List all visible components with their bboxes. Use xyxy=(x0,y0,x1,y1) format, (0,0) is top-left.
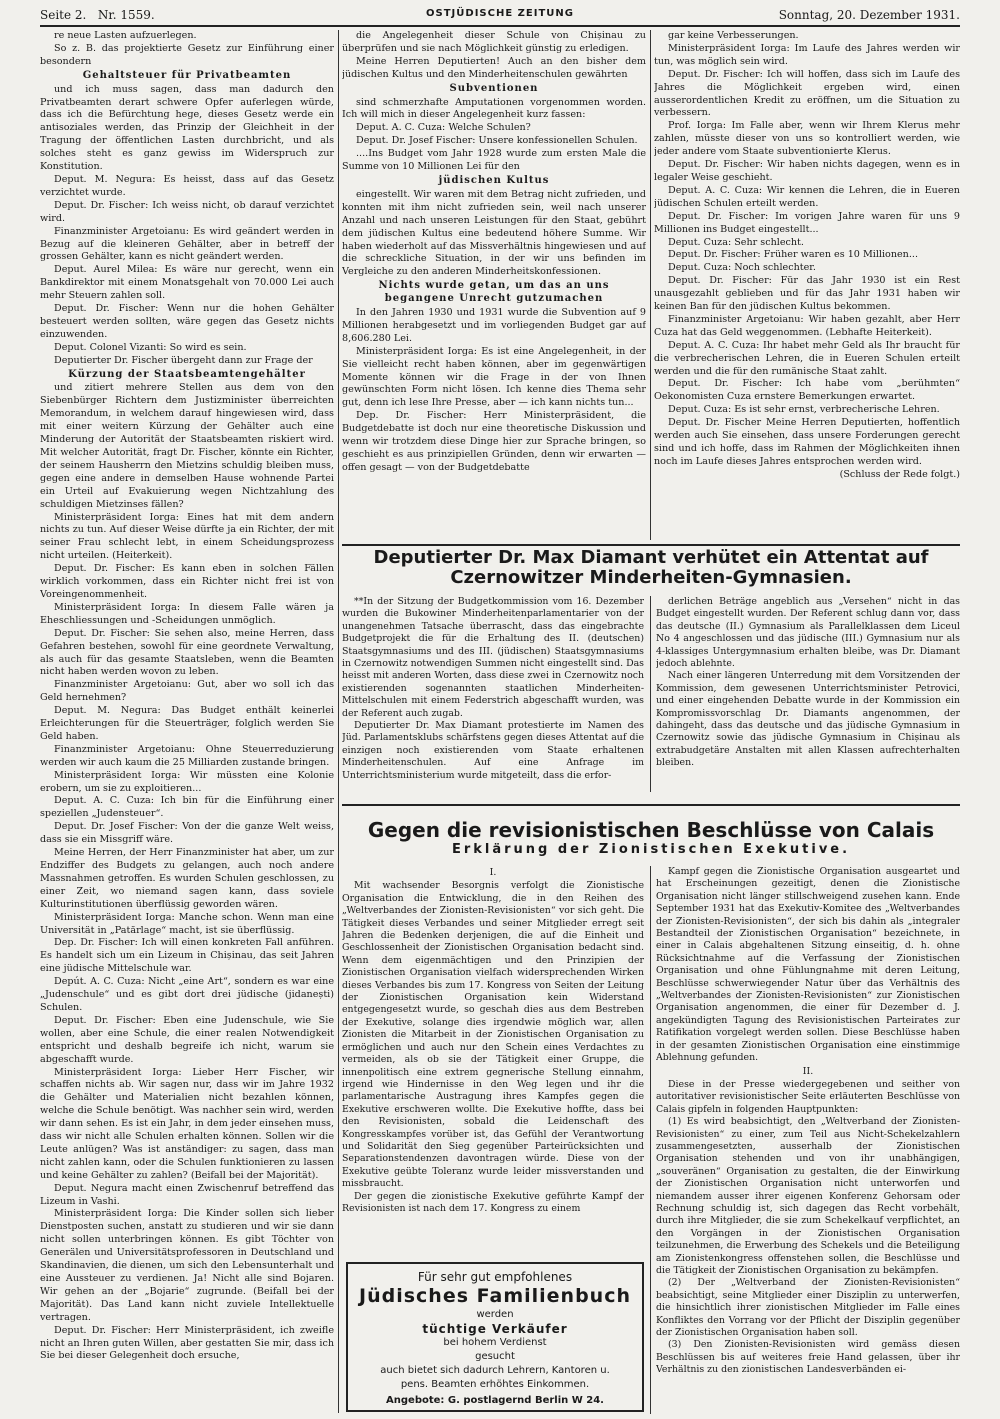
column-divider xyxy=(650,30,651,540)
paragraph: Deput. Cuza: Es ist sehr ernst, verbrecherische Lehren. xyxy=(668,404,940,416)
paragraph: Ministerpräsident Iorga: Wir müssten eine Kolonie erobern, um sie zu exploitieren... xyxy=(40,769,334,794)
paragraph: Deput. M. Negura: Das Budget enthält keinerlei Erleichterungen für die Steuerträger, folglich werden Sie Geld haben. xyxy=(40,705,334,742)
section-rule xyxy=(342,804,960,806)
paragraph: Deput. Dr. Fischer: Für das Jahr 1930 ist ein Rest unausgezahlt geblieben und für das Jahr 1931 haben wir keinen Ban für den jüdischen Kultus bekommen. xyxy=(654,275,960,313)
page-header xyxy=(40,4,960,24)
article-headline-diamant: Deputierter Dr. Max Diamant verhütet ein Attentat auf Czernowitzer Minderheiten-Gymnasien. xyxy=(373,547,929,588)
subheading: Gehaltsteuer für Privatbeamten xyxy=(82,69,292,81)
article-calais-right xyxy=(656,866,960,1414)
paragraph: Deput. Dr. Fischer: Es kann eben in solchen Fällen wirklich vorkommen, dass ein Richter nicht frei ist von Voreingenommenheit. xyxy=(40,563,334,600)
paragraph: und zitiert mehrere Stellen aus dem von den Siebenbürger Richtern dem Justizminister überreichten Memorandum, in welchem darauf hingewiesen wird, dass mit einer weitern Kürzung der Gehälter auch eine Minderung der Autorität der Staatsbeamten riskiert wird. Mit welcher Autorität, fragt Dr. Fischer, könnte ein Richter, der seinem Hausherrn den Mietzins schuldig bleiben muss, gegen eine andere in demselben Hause wohnende Partei ein Urteil auf Evakuierung wegen Nichtzahlung des schuldigen Mietzinses fällen? xyxy=(40,382,334,510)
article-calais-left xyxy=(342,866,644,1250)
paragraph: Finanzminister Argetoianu: Gut, aber wo soll ich das Geld hernehmen? xyxy=(40,679,334,704)
paragraph: Deput. Dr. Fischer: Sie sehen also, meine Herren, dass Gefahren bestehen, sowohl für eine geordnete Verwaltung, als auch für das gesamte Staatsleben, wenn die Beamten nicht haben werden wovon zu leben. xyxy=(40,627,334,678)
paragraph: Dep. Dr. Fischer: Ich will einen konkreten Fall anführen. Es handelt sich um ein Lizeum in Chișinau, das seit Jahren eine jüdische Mittelschule war. xyxy=(40,937,334,975)
paragraph: Deput. Dr. Fischer: Herr Ministerpräsident, ich zweifle nicht an Ihren guten Willen, aber gestatten Sie mir, dass ich Sie bei dieser Gelegenheit doch ersuche, xyxy=(40,1324,334,1362)
section-numeral: I. xyxy=(489,867,497,878)
paragraph: So z. B. das projektierte Gesetz zur Einführung einer besondern xyxy=(40,42,334,67)
paragraph: Deput. Dr. Josef Fischer: Unsere konfessionellen Schulen. xyxy=(356,135,638,147)
paragraph: Deput. Cuza: Noch schlechter. xyxy=(668,262,816,274)
ad-line: auch bietet sich dadurch Lehrern, Kantoren u. xyxy=(380,1365,610,1376)
paragraph: Deputierter Dr. Max Diamant protestierte im Namen des Jüd. Parlamentsklubs schärfstens gegen dieses Attentat auf die einzigen noch existierenden vom Staate erhaltenen Minderheitenschulen. Auf eine Anfrage im Unterrichtsministerium wurde mitgeteilt, dass die erfor- xyxy=(342,720,644,781)
paragraph: Meine Herren, der Herr Finanzminister hat aber, um zur Endziffer des Budgets zu gelangen, auch noch andere Massnahmen getroffen. Es wurden Schulen geschlossen, zu einer Zeit, wo niemand sagen kann, dass soviele Kulturinstitutionen überflüssig geworden wären. xyxy=(40,847,334,910)
continuation-note: (Schluss der Rede folgt.) xyxy=(839,468,960,480)
paragraph: Deput. A. C. Cuza: Ihr habet mehr Geld als Ihr braucht für die verbrecherischen Lehren, die in Eueren Schulen erteilt werden und die für den rumänische Staat zahlt. xyxy=(654,339,960,377)
paragraph: ....Ins Budget vom Jahr 1928 wurde zum ersten Male die Summe von 10 Millionen Lei für den xyxy=(342,148,646,173)
paragraph: Ministerpräsident Iorga: Die Kinder sollen sich lieber Dienstposten suchen, anstatt zu studieren und wir sie dann nicht sollen unterbringen können. Es gibt Töchter von Generälen und Universitätsprofessoren in Deutschland und Skandinavien, die dienen, um sich den Lebensunterhalt und eine Aussteuer zu verdienen. Ja! Nicht alle sind Bojaren. Wir gehen an der „Bojarie“ zugrunde. (Beifall bei der Majorität). Das Land kann nicht zuviele Intellektuelle vertragen. xyxy=(40,1208,334,1323)
paragraph: In den Jahren 1930 und 1931 wurde die Subvention auf 9 Millionen herabgesetzt und im vorliegenden Budget gar auf 8,606.280 Lei. xyxy=(342,307,646,344)
paragraph: Prof. Iorga: Im Falle aber, wenn wir Ihrem Klerus mehr zahlen, müsste dieser von uns so kontrolliert werden, wie jeder andere vom Staate subventionierte Klerus. xyxy=(654,120,960,158)
paragraph: sind schmerzhafte Amputationen vorgenommen worden. Ich will mich in dieser Angelegenheit kurz fassen: xyxy=(342,96,646,121)
subheading: jüdischen Kultus xyxy=(438,174,550,186)
paragraph: gar keine Verbesserungen. xyxy=(668,30,799,41)
subheading: Subventionen xyxy=(449,82,539,94)
paragraph: Deput. A. C. Cuza: Welche Schulen? xyxy=(356,122,531,134)
paragraph: Deput. Negura macht einen Zwischenruf betreffend das Lizeum in Vashi. xyxy=(40,1182,334,1207)
paragraph: Deput. Dr. Fischer: Wenn nur die hohen Gehälter besteuert werden sollten, wäre gegen das Gesetz nichts einzuwenden. xyxy=(40,303,334,340)
paragraph: Ministerpräsident Iorga: Im Laufe des Jahres werden wir tun, was möglich sein wird. xyxy=(654,42,960,67)
article-diamant-left xyxy=(342,596,644,792)
paragraph: die Angelegenheit dieser Schule von Chișinau zu überprüfen und sie nach Möglichkeit günstig zu erledigen. xyxy=(342,30,646,54)
advertisement-familienbuch xyxy=(346,1262,644,1412)
page-number: Seite 2. Nr. 1559. xyxy=(40,8,155,22)
ad-line: Für sehr gut empfohlenes xyxy=(417,1270,573,1284)
paragraph: Deput. Dr. Fischer: Früher waren es 10 Millionen... xyxy=(668,249,919,261)
column-divider xyxy=(338,30,339,1413)
paragraph: Ministerpräsident Iorga: Manche schon. Wenn man eine Universität in „Patărlage“ macht, ist sie überflüssig. xyxy=(40,911,334,936)
ad-contact: Angebote: G. postlagernd Berlin W 24. xyxy=(386,1395,604,1406)
paragraph: Deput. Cuza: Sehr schlecht. xyxy=(668,236,804,248)
article-headline-calais: Gegen die revisionistischen Beschlüsse von Calais xyxy=(367,818,935,842)
paragraph: und ich muss sagen, dass man dadurch den Privatbeamten derart schwere Opfer auferlegen würde, dass ich die Befürchtung hege, dieses Gesetz werde ein antisoziales werden, das Prinzip der Gleichheit in der Tragung der öffentlichen Lasten durchbricht, und als solches steht es ganz gewiss im Widerspruch zur Konstitution. xyxy=(40,83,334,173)
paragraph: Finanzminister Argetoianu: Es wird geändert werden in Bezug auf die kleineren Gehälter, aber in betreff der grossen Gehälter, kann es nicht geändert werden. xyxy=(40,225,334,263)
article-diamant-right xyxy=(656,596,960,792)
subheading: Nichts wurde getan, um das an uns begangene Unrecht gutzumachen xyxy=(378,280,610,305)
paragraph: (1) Es wird beabsichtigt, den „Weltverband der Zionisten-Revisionisten“ zu einer, zum Teil aus Nicht-Schekelzahlern zusammengesetzten, ausserhalb der Zionistischen Organisation stehenden und von ihr unabhängigen, „souveränen“ Organisation zu gestalten, die der Einwirkung der Zionistischen Organisation nicht unterworfen und niemandem ausser ihrer eigenen Konferenz Gehorsam oder Rechnung schuldig ist, sich dagegen das Recht vorbehält, durch ihre Mitglieder, die sie zum Schekelkauf verpflichtet, an den Vorgängen in der Zionistischen Organisation teilzunehmen, die Erwerbung des Schekels und die Beteiligung am Zionistenkongress offenstehen sollen, die Beschlüsse und die Tätigkeit der Zionistischen Organisation zu bekämpfen. xyxy=(656,1116,960,1276)
paragraph: Deput. Dr. Fischer: Ich will hoffen, dass sich im Laufe des Jahres die Möglichkeit ergeben wird, einen ausserordentlichen Kredit zu eröffnen, um die Situation zu verbessern. xyxy=(654,68,960,119)
column-2 xyxy=(342,30,646,530)
paragraph: Deput. Dr. Fischer: Ich weiss nicht, ob darauf verzichtet wird. xyxy=(40,199,334,224)
paragraph: Deputierter Dr. Fischer übergeht dann zur Frage der xyxy=(54,354,313,366)
paragraph: Deput. Dr. Fischer: Eben eine Judenschule, wie Sie wollen, aber eine Schule, die einer realen Notwendigkeit entspricht und deshalb begreife ich nicht, warum sie abgeschafft wurde. xyxy=(40,1014,334,1065)
paragraph: Deput. Dr. Fischer: Ich habe vom „berühmten“ Oekonomisten Cuza ernstere Bemerkungen erwartet. xyxy=(654,378,960,403)
paragraph: Ministerpräsident Iorga: Lieber Herr Fischer, wir schaffen nichts ab. Wir sagen nur, dass wir im Jahre 1932 die Gehälter und Materialien nicht bezahlen können, welche die Schule benötigt. Was nachher sein wird, werden wir dann sehen. Es ist ein Jahr, in dem jeder einsehen muss, dass wir nicht alle Schulen erhalten können. Sollen wir die Leute anlügen? Was ist anständiger: zu sagen, dass man nicht zahlen kann, oder die Schulen funktionieren zu lassen und keine Gehälter zu zahlen? (Beifall bei der Majorität). xyxy=(40,1066,334,1181)
paragraph: Deput. A. C. Cuza: Wir kennen die Lehren, die in Eueren jüdischen Schulen erteilt werden. xyxy=(654,184,960,209)
section-rule xyxy=(342,544,960,546)
paragraph: Kampf gegen die Zionistische Organisation ausgeartet und hat Erscheinungen gezeitigt, denen die Zionistische Organisation nicht länger stillschweigend zusehen kann. Ende September 1931 hat das Exekutiv-Komitee des „Weltverbandes der Zionisten-Revisionisten“, der sich bis dahin als „integraler Bestandteil der Zionistischen Organisation“ bezeichnete, in einer in Calais abgehaltenen Sitzung einseitig, d. h. ohne Rücksichtnahme auf die Verfassung der Zionistischen Organisation und ohne Fühlungnahme mit deren Leitung, Beschlüsse schwerwiegender Natur über das Verhältnis des „Weltverbandes der Zionisten-Revisionisten“ zur Zionistischen Organisation angenommen, die einer für Dezember d. J. angekündigten Tagung des Revisionistischen Parteirates zur Ratifikation vorgelegt werden sollen. Diese Beschlüsse haben in der gesamten Zionistischen Organisation eine einstimmige Ablehnung gefunden. xyxy=(656,866,960,1064)
paragraph: Ministerpräsident Iorga: Eines hat mit dem andern nichts zu tun. Auf dieser Weise dürfte ja ein Richter, der mit seiner Frau schlecht lebt, in einem Scheidungsprozess nicht urteilen. (Heiterkeit). xyxy=(40,511,334,562)
paragraph: Ministerpräsident Iorga: In diesem Falle wären ja Eheschliessungen und -Scheidungen unmöglich. xyxy=(40,601,334,626)
paragraph: (3) Den Zionisten-Revisionisten wird gemäss diesen Beschlüssen bis auf weiteres freie Hand gelassen, über ihr Verhältnis zu den zionistischen Landesverbänden ei- xyxy=(656,1339,960,1376)
paragraph: Deput. M. Negura: Es heisst, dass auf das Gesetz verzichtet wurde. xyxy=(40,173,334,198)
column-3 xyxy=(654,30,960,545)
issue-date: Sonntag, 20. Dezember 1931. xyxy=(778,8,960,22)
ad-line: werden xyxy=(476,1309,514,1320)
article-subhead-calais: Erklärung der Zionistischen Exekutive. xyxy=(451,842,851,857)
paragraph: Deput. Dr. Fischer: Wir haben nichts dagegen, wenn es in legaler Weise geschieht. xyxy=(654,159,960,183)
paragraph: Finanzminister Argetoianu: Wir haben gezahlt, aber Herr Cuza hat das Geld weggenommen. (Lebhafte Heiterkeit). xyxy=(654,313,960,338)
paragraph: Dep. Dr. Fischer: Herr Ministerpräsident, die Budgetdebatte ist doch nur eine theoretische Diskussion und wenn wir trotzdem diese Dinge hier zur Sprache bringen, so geschieht es aus prinzipiellen Gründen, denn wir erwarten — offen gesagt — von der Budgetdebatte xyxy=(342,410,646,473)
column-1 xyxy=(40,30,334,1413)
paragraph: Deput. Dr. Fischer: Im vorigen Jahre waren für uns 9 Millionen ins Budget eingestellt... xyxy=(654,210,960,235)
paragraph: Diese in der Presse wiedergegebenen und seither von autoritativer revisionistischer Seite erläuterten Beschlüsse von Calais gipfeln in folgenden Hauptpunkten: xyxy=(656,1078,960,1115)
paragraph: Deput. A. C. Cuza: Ich bin für die Einführung einer speziellen „Judensteuer“. xyxy=(40,795,334,820)
masthead: OSTJÜDISCHE ZEITUNG xyxy=(426,8,574,19)
paragraph: **In der Sitzung der Budgetkommission vom 16. Dezember wurden die Bukowiner Minderheitenparlamentarier von der unangenehmen Tatsache überrascht, dass das eingebrachte Budgetprojekt die für die Erhaltung des II. (deutschen) Staatsgymnasiums und des III. (jüdischen) Staatsgymnasiums in Czernowitz notwendigen Summen nicht eingestellt sind. Das heisst mit anderen Worten, dass diese zwei in Czernowitz noch existierenden sogenannten staatlichen Minderheiten-Mittelschulen mit einem Federstrich abgeschafft wurden, was der Referent auch zugab. xyxy=(342,596,644,719)
paragraph: Deput. Dr. Josef Fischer: Von der die ganze Welt weiss, dass sie ein Missgriff wäre. xyxy=(40,821,334,846)
paragraph: Deput. Colonel Vizanti: So wird es sein. xyxy=(54,341,247,353)
paragraph: Depút. A. C. Cuza: Nicht „eine Art“, sondern es war eine „Judenschule“ und es gibt dort drei jüdische (jidanești) Schulen. xyxy=(40,976,334,1013)
paragraph: Meine Herren Deputierten! Auch an den bisher dem jüdischen Kultus und den Minderheitenschulen gewährten xyxy=(342,55,646,80)
paragraph: derlichen Beträge angeblich aus „Versehen“ nicht in das Budget eingestellt wurden. Der Referent schlug dann vor, dass das deutsche (II.) Gymnasium als Parallelklassen dem Liceul No 4 angeschlossen und das jüdische (III.) Gymnasium nur als 4-klassiges Untergymnasium erhalten bleibe, was Dr. Diamant jedoch ablehnte. xyxy=(656,596,960,670)
ad-line: tüchtige Verkäufer xyxy=(422,1322,568,1336)
subheading: Kürzung der Staatsbeamtengehälter xyxy=(68,368,306,380)
paragraph: Finanzminister Argetoianu: Ohne Steuerreduzierung werden wir auch kaum die 25 Milliarden zustande bringen. xyxy=(40,743,334,768)
paragraph: Der gegen die zionistische Exekutive geführte Kampf der Revisionisten ist nach dem 17. Kongress zu einem xyxy=(342,1190,644,1214)
paragraph: eingestellt. Wir waren mit dem Betrag nicht zufrieden, und konnten mit ihm nicht zufrieden sein, weil nach unserer Anzahl und nach unseren Leistungen für den Staat, gebührt dem jüdischen Kultus eine bedeutend höhere Summe. Wir haben wiederholt auf das Missverhältnis hingewiesen und auf die schreckliche Situation, in der wir uns befinden im Vergleiche zu den anderen Minderheitskonfessionen. xyxy=(342,188,646,278)
ad-line: bei hohem Verdienst xyxy=(443,1337,547,1348)
ad-title: Jüdisches Familienbuch xyxy=(359,1285,631,1307)
paragraph: re neue Lasten aufzuerlegen. xyxy=(54,30,197,41)
paragraph: Deput. Aurel Milea: Es wäre nur gerecht, wenn ein Bankdirektor mit einem Monatsgehalt von 70.000 Lei auch mehr Steuern zahlen soll. xyxy=(40,264,334,302)
paragraph: Deput. Dr. Fischer Meine Herren Deputierten, hoffentlich werden auch Sie einsehen, dass unsere Forderungen gerecht sind und ich hoffe, dass im Rahmen der Möglichkeiten ihnen noch im Laufe dieses Jahres entsprochen werden wird. xyxy=(654,417,960,467)
ad-line: gesucht xyxy=(475,1351,515,1362)
paragraph: Mit wachsender Besorgnis verfolgt die Zionistische Organisation die Entwicklung, die in den Reihen des „Weltverbandes der Zionisten-Revisionisten“ vor sich geht. Die Tätigkeit dieses Verbandes und seiner Mitglieder erregt seit Jahren die Bedenken derjenigen, die auf die Einheit und Geschlossenheit der Zionistischen Organisation bedacht sind. Wenn dem eigenmächtigen und den Prinzipien der Zionistischen Organisation vielfach widersprechenden Wirken dieses Verbandes bis zum 17. Kongress von Seiten der Leitung der Zionistischen Organisation kein Widerstand entgegengesetzt wurde, so geschah dies aus dem Bestreben der Exekutive, solange dies irgendwie möglich war, allen Zionisten die Mitarbeit in der Zionistischen Organisation zu ermöglichen und auch nur den Schein eines Verdachtes zu vermeiden, als ob sie der Tätigkeit einer Gruppe, die innenpolitisch eine extrem gegnerische Stellung einnahm, irgend wie Hindernisse in den Weg legen und ihr die parlamentarische Austragung ihres Kampfes gegen die Exekutive erschweren wollte. Die Exekutive hoffte, dass bei den Revisionisten, sobald die Leidenschaft des Kongresskampfes vorüber ist, das Gefühl der Verantwortung und Solidarität den Sieg gegenüber Parteirücksichten und Separationstendenzen davontragen würde. Diese von der Exekutive geübte Toleranz wurde leider missverstanden und missbraucht. xyxy=(342,880,644,1190)
ad-line: pens. Beamten erhöhtes Einkommen. xyxy=(400,1379,590,1390)
paragraph: Nach einer längeren Unterredung mit dem Vorsitzenden der Kommission, dem gewesenen Unterrichtsminister Petrovici, und einer eingehenden Debatte wurde in der Kommission ein Kompromissvorschlag Dr. Diamants angenommen, der dahingeht, dass das deutsche und das jüdische Gymnasium in Czernowitz sowie das jüdische Gymnasium in Chișinau als extrabudgetäre Anstalten mit allen Klassen aufrechterhalten bleiben. xyxy=(656,670,960,769)
paragraph: (2) Der „Weltverband der Zionisten-Revisionisten“ beabsichtigt, seine Mitglieder einer Disziplin zu unterwerfen, die hinsichtlich ihrer zionistischen Mitglieder im Falle eines Konfliktes den Vorrang vor der Pflicht der Disziplin gegenüber der Zionistischen Organisation haben soll. xyxy=(656,1277,960,1339)
header-rule xyxy=(40,25,960,27)
section-numeral: II. xyxy=(802,1065,814,1077)
paragraph: Ministerpräsident Iorga: Es ist eine Angelegenheit, in der Sie vielleicht recht haben können, aber im gegenwärtigen Momente können wir die Frage in der von Ihnen gewünschten Form nicht lösen. Ich kenne dies Thema sehr gut, denn ich lese Ihre Presse, aber — ich kann nichts tun... xyxy=(342,345,646,409)
column-divider xyxy=(650,596,651,792)
column-divider xyxy=(650,866,651,1414)
